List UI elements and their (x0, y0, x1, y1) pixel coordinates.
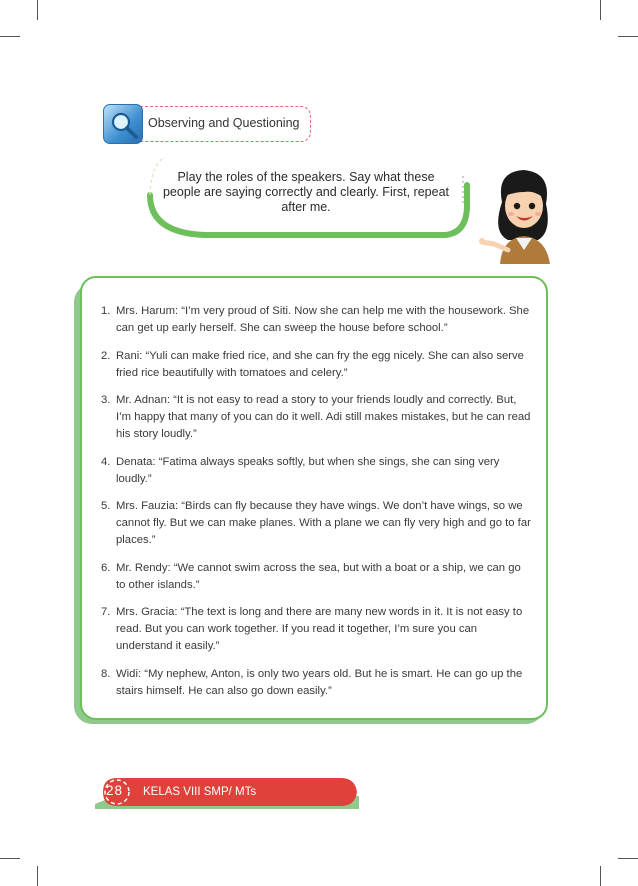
list-item (88, 392, 533, 443)
item-number: 7. (101, 606, 111, 618)
list-item (88, 348, 533, 382)
item-text: Widi: “My nephew, Anton, is only two years old. But he is smart. He can go up the stairs himself. He can also go down easily.” (116, 667, 523, 697)
item-text: Mrs. Fauzia: “Birds can fly because they have wings. We don’t have wings, so we cannot fly. But we can make planes. With a plane we can fly very high and go to far places.” (116, 500, 531, 546)
list-item (88, 604, 533, 655)
item-text: Mrs. Gracia: “The text is long and there are many new words in it. It is not easy to read. But you can work together. If you read it together, I’m sure you can understand it easily.” (116, 606, 523, 652)
crop-mark (618, 858, 638, 859)
list-item (88, 560, 533, 594)
item-text: Mr. Adnan: “It is not easy to read a story to your friends loudly and correctly. But, I’m happy that many of you can do it well. Adi still makes mistakes, but he can read his story loudly.” (116, 394, 531, 440)
crop-mark (0, 858, 20, 859)
instruction-text: Play the roles of the speakers. Say what these people are saying correctly and clearly. First, repeat after me. (162, 170, 449, 214)
item-number: 5. (101, 500, 111, 512)
item-text: Rani: “Yuli can make fried rice, and she can fry the egg nicely. She can also serve fried rice beautifully with tomatoes and celery.” (116, 349, 524, 379)
section-header (103, 104, 313, 144)
list-item (88, 303, 533, 337)
item-text: Denata: “Fatima always speaks softly, but when she sings, she can sing very loudly.” (116, 455, 500, 485)
list-item (88, 666, 533, 700)
item-number: 2. (101, 349, 111, 362)
item-number: 3. (101, 394, 111, 406)
item-number: 8. (101, 667, 111, 680)
item-number: 1. (101, 305, 111, 317)
crop-mark (37, 0, 38, 20)
list-item (88, 498, 533, 549)
crop-mark (600, 866, 601, 886)
item-number: 4. (101, 455, 111, 468)
item-text: Mr. Rendy: “We cannot swim across the sea, but with a boat or a ship, we can go to other islands.” (116, 561, 521, 591)
section-title: Observing and Questioning (148, 116, 300, 130)
teacher-illustration (478, 162, 568, 264)
crop-mark (618, 36, 638, 37)
page-number: 28 (106, 783, 124, 798)
crop-mark (600, 0, 601, 20)
item-text: Mrs. Harum: “I’m very proud of Siti. Now she can help me with the housework. She can get up early herself. She can sweep the house before school.” (116, 305, 530, 334)
list-item (88, 454, 533, 488)
crop-mark (37, 866, 38, 886)
crop-mark (0, 36, 20, 37)
dialogue-list (88, 303, 533, 710)
footer-label: KELAS VIII SMP/ MTs (143, 786, 257, 798)
item-number: 6. (101, 561, 111, 574)
magnifier-icon (103, 104, 143, 144)
